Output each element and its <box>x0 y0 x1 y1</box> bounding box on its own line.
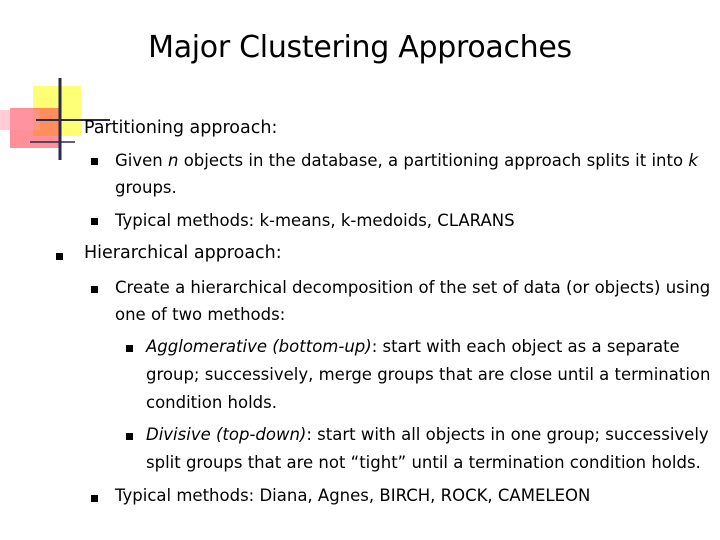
bullet-icon <box>126 433 133 440</box>
subitem-divisive: Divisive (top-down): start with all objects in one group; successively <box>146 425 709 444</box>
list-item-partitioning-methods: Typical methods: k-means, k-medoids, CLARANS <box>115 211 515 230</box>
section-heading-partitioning: Partitioning approach: <box>84 118 278 138</box>
bullet-icon <box>91 158 98 165</box>
subitem-agglomerative-line2: group; successively, merge groups that are close until a termination <box>146 365 711 384</box>
list-item-hierarchical-desc: Create a hierarchical decomposition of the set of data (or objects) using <box>115 278 711 297</box>
corner-decoration <box>0 0 120 170</box>
bullet-icon <box>91 218 98 225</box>
list-item-hierarchical-desc-cont: one of two methods: <box>115 305 286 324</box>
list-item-partitioning-desc: Given n objects in the database, a partitioning approach splits it into k <box>115 151 698 170</box>
slide-title: Major Clustering Approaches <box>148 30 572 65</box>
bullet-icon <box>126 345 133 352</box>
bullet-icon <box>91 495 98 502</box>
bullet-icon <box>56 253 63 260</box>
subitem-agglomerative: Agglomerative (bottom-up): start with each object as a separate <box>146 337 680 356</box>
bullet-icon <box>91 286 98 293</box>
subitem-agglomerative-line3: condition holds. <box>146 393 277 412</box>
subitem-divisive-line2: split groups that are not “tight” until a termination condition holds. <box>146 453 701 472</box>
section-heading-hierarchical: Hierarchical approach: <box>84 243 282 263</box>
list-item-partitioning-desc-cont: groups. <box>115 178 177 197</box>
list-item-hierarchical-methods: Typical methods: Diana, Agnes, BIRCH, ROCK, CAMELEON <box>115 486 591 505</box>
